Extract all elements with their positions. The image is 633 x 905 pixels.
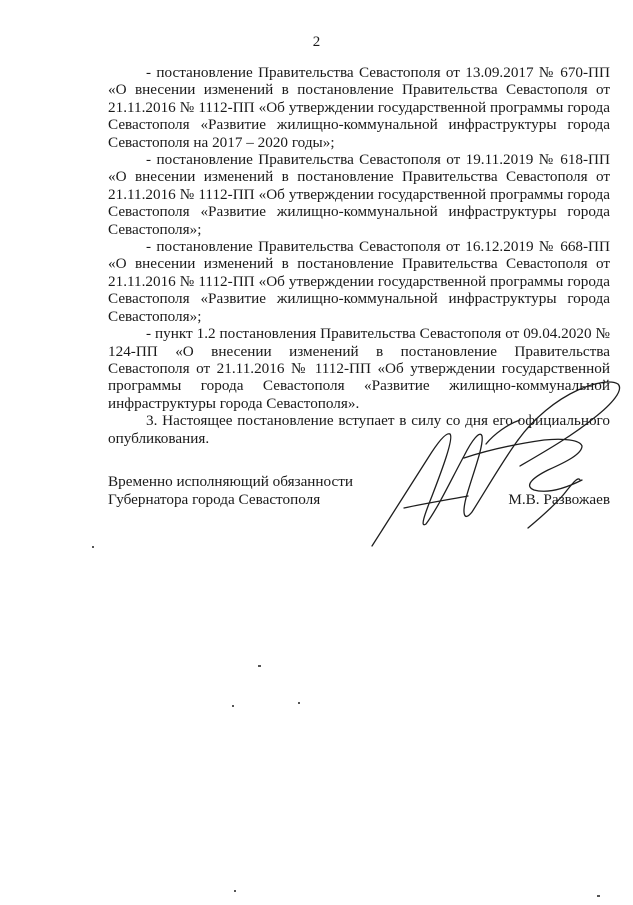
signatory-position-line1: Временно исполняющий обязанности: [108, 473, 354, 490]
scan-speck: [92, 546, 94, 548]
scan-speck: [298, 702, 300, 704]
signatory-position-line2: Губернатора города Севастополя: [108, 490, 321, 508]
scan-speck: [597, 895, 600, 897]
paragraph-effective-date: 3. Настоящее постановление вступает в силу со дня его официального опубликования.: [108, 412, 610, 447]
scan-speck: [234, 890, 236, 892]
paragraph-amendment-124: - пункт 1.2 постановления Правительства Севастополя от 09.04.2020 № 124-ПП «О внесении изменений в постановление Правительства Севастополя от 21.11.2016 № 1112-ПП «Об утверждении государственной программы города Севастополя «Развитие жилищно-коммунальной инфраструктуры города Севастополя».: [108, 325, 610, 412]
paragraph-amendment-668: - постановление Правительства Севастополя от 16.12.2019 № 668-ПП «О внесении изменений в постановление Правительства Севастополя от 21.11.2016 № 1112-ПП «Об утверждении государственной программы города Севастополя «Развитие жилищно-коммунальной инфраструктуры города Севастополя»;: [108, 238, 610, 325]
page-number: 2: [312, 34, 321, 50]
paragraph-amendment-670: - постановление Правительства Севастополя от 13.09.2017 № 670-ПП «О внесении изменений в постановление Правительства Севастополя от 21.11.2016 № 1112-ПП «Об утверждении государственной программы города Севастополя «Развитие жилищно-коммунальной инфраструктуры города Севастополя на 2017 – 2020 годы»;: [108, 64, 610, 151]
handwritten-signature: [368, 378, 630, 556]
scan-speck: [258, 665, 261, 667]
signatory-name: М.В. Развожаев: [508, 490, 610, 508]
paragraph-amendment-618: - постановление Правительства Севастополя от 19.11.2019 № 618-ПП «О внесении изменений в постановление Правительства Севастополя от 21.11.2016 № 1112-ПП «Об утверждении государственной программы города Севастополя «Развитие жилищно-коммунальной инфраструктуры города Севастополя»;: [108, 151, 610, 238]
scan-speck: [232, 705, 234, 707]
